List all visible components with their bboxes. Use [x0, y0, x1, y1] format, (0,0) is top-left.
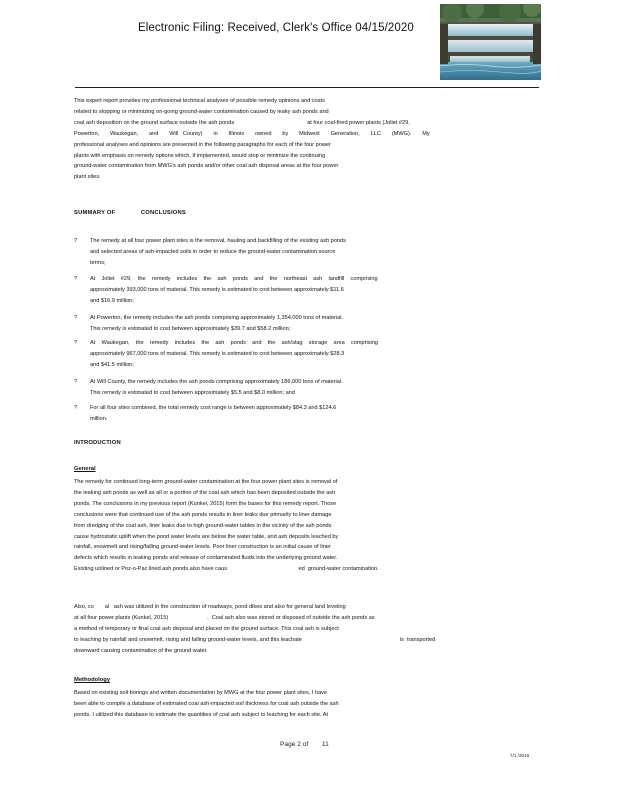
text-line: The remedy for continued long-term ground-water contamination at the four power plant sites is removal of: [74, 479, 338, 485]
summary-heading: [74, 210, 186, 216]
bullet-marker: ?: [74, 379, 78, 385]
text-line: cause hydrostatic uplift when the pond water levels are below the water table, and ash deposits leached by: [74, 533, 339, 540]
text-line: plants with emphasis on remedy options which, if implemented, would stop or minimize the continuing: [74, 152, 326, 159]
text-line: ground-water contamination from MWG's ash ponds and/or other coal ash disposal areas at the four power: [74, 163, 339, 170]
text-line: At Will County, the remedy includes the ash ponds comprising approximately 186,000 tons of material.: [90, 379, 343, 385]
text-line: For all four sites combined, the total remedy cost range is between approximately $84.3 and $124.6: [90, 405, 337, 411]
waterfall-photo: [440, 4, 541, 80]
text-line: downward causing contamination of the ground water.: [74, 647, 208, 654]
text-line: terms;: [90, 259, 106, 266]
text-line: million.: [90, 415, 108, 422]
text-line: and $16.9 million;: [90, 297, 134, 304]
text-line: Powerton, Waukegan, and Will County) in Illinois owned by Midwest Generation, LLC (MWG). My: [74, 130, 430, 137]
text-line: at all four power plants (Kunkel, 2015) . Coal ash also was stored or disposed of outside the ash ponds as: [74, 614, 375, 621]
also-paragraph: [74, 602, 531, 657]
page-total: 11: [321, 741, 329, 748]
text-line: defects which results in leaking ponds and release of contaminated fluids into the underlying ground water.: [74, 555, 338, 562]
text-line: At Powerton, the remedy includes the ash ponds comprising approximately 1,354,000 tons of material.: [90, 315, 344, 321]
date-stamp: 7/1 /2016: [510, 753, 530, 758]
text-line: the leaking ash ponds as well as all or a portion of the coal ash which has been deposited outside the ash: [74, 489, 336, 496]
methodology-subheading: Methodology: [74, 677, 111, 683]
text-line: The remedy at all four power plant sites is the removal, hauling and backfilling of the existing ash ponds: [90, 238, 346, 244]
text-line: plant sites.: [74, 174, 101, 181]
text-line: Also, co al ash was utilized in the construction of roadways, pond dikes and also for general land leveling: [74, 604, 346, 610]
text-line: coal ash deposition on the ground surface outside the ash ponds at four coal-fired power plants (Joliet #29,: [74, 119, 410, 126]
text-line: and selected areas of ash-impacted soils in order to reduce the ground-water contamination source: [90, 248, 336, 255]
introduction-heading: INTRODUCTION: [74, 440, 121, 446]
header-rule: [75, 87, 539, 88]
waterfall-image: [440, 4, 541, 80]
text-line: to leaching by rainfall and snowmelt, rising and falling ground-water levels, and this leachate is transported: [74, 636, 436, 643]
bullet-marker: ?: [74, 315, 78, 321]
text-line: approximately 967,000 tons of material. This remedy is estimated to cost between approximately $28.3: [90, 350, 345, 357]
filing-header-title: Electronic Filing: Received, Clerk's Office 04/15/2020: [138, 22, 414, 34]
text-line: conclusions were that continued use of the ash ponds results in liner leaks due primarily to liner damage: [74, 511, 332, 518]
text-line: related to stopping or minimizing on-going ground-water contamination caused by leaky ash ponds and: [74, 108, 329, 115]
text-line: from dredging of the coal ash, liner leaks due to high ground-water tables in the vicinity of the ash ponds: [74, 522, 332, 529]
text-line: and $41.5 million;: [90, 361, 134, 368]
methodology-paragraph: [74, 688, 531, 721]
text-line: been able to compile a database of estimated coal ash-impacted soil thickness for coal ash outside the ash: [74, 700, 339, 707]
text-line: This remedy is estimated to cost between approximately $39.7 and $58.2 million;: [90, 325, 291, 332]
text-line: ponds. The conclusions in my previous report (Kunkel, 2015) form the bases for this remedy report. Those: [74, 500, 337, 507]
text-line: This expert report provides my professional technical analyses of possible remedy opinions and costs: [74, 98, 325, 104]
bullet-marker: ?: [74, 238, 78, 244]
text-line: Existing unlined or Poz-o-Pac lined ash ponds also have caus ed ground-water contamination.: [74, 566, 379, 573]
text-line: a method of temporary or final coal ash disposal and placed on the ground surface. This coal ash is subject: [74, 625, 339, 632]
intro-paragraph: [74, 96, 531, 183]
text-line: Based on existing soil borings and written documentation by MWG at the four power plant sites, I have: [74, 690, 328, 696]
text-line: This remedy is estimated to cost between approximately $5.5 and $8.0 million; and: [90, 389, 295, 396]
text-line: professional analyses and opinions are presented in the following paragraphs for each of the four power: [74, 141, 331, 148]
page-label: Page 2 of: [280, 741, 309, 748]
bullet-marker: ?: [74, 340, 78, 346]
text-line: rainfall, snowmelt and rising/falling ground-water levels. Poor liner construction is an initial cause of liner: [74, 544, 331, 551]
summary-heading-part: SUMMARY OF: [74, 210, 116, 216]
text-line: ponds. I utilized this database to estimate the quantities of coal ash subject to leaching for each site. At: [74, 711, 329, 718]
general-paragraph: [74, 477, 531, 575]
general-subheading: General: [74, 466, 96, 472]
text-line: At Joliet #29, the remedy includes the ash ponds and the northeast ash landfill comprising: [90, 276, 378, 282]
bullet-marker: ?: [74, 405, 78, 411]
text-line: approximately 393,000 tons of material. This remedy is estimated to cost between approximately $11.6: [90, 286, 344, 293]
text-line: At Waukegan, the remedy includes the ash ponds and the ash/slag storage area comprising: [90, 340, 379, 346]
bullet-marker: ?: [74, 276, 78, 282]
summary-heading-part: CONCLUSIONS: [140, 210, 186, 216]
page-number: [280, 741, 329, 748]
